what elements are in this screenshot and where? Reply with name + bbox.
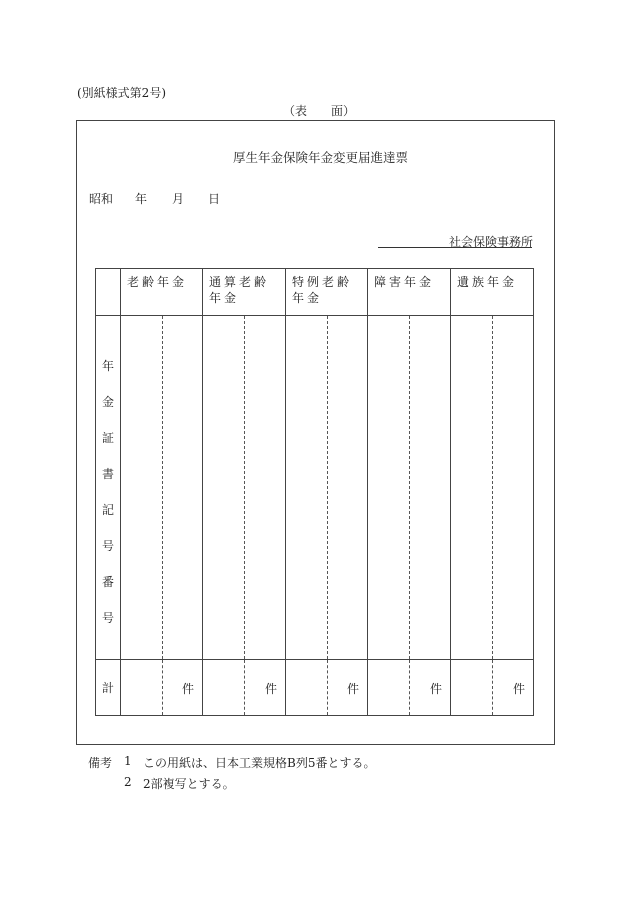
- header-cell: 老齢年金: [121, 269, 203, 316]
- total-cell[interactable]: [121, 660, 203, 716]
- table-header-row: [96, 269, 534, 316]
- date-era: 昭和: [89, 192, 114, 206]
- header-cell: 障害年金: [368, 269, 451, 316]
- dashed-divider: [409, 316, 410, 659]
- notes-heading: 備考: [88, 756, 113, 770]
- date-day: 日: [208, 192, 221, 206]
- note-text: 2部複写とする。: [143, 777, 235, 791]
- dashed-divider: [162, 316, 163, 659]
- unit-label: 件: [181, 682, 194, 696]
- unit-label: 件: [512, 682, 525, 696]
- form-title: 厚生年金保険年金変更届進達票: [233, 150, 409, 165]
- label-char: 年: [101, 359, 114, 373]
- dashed-divider: [327, 660, 328, 715]
- note-text: この用紙は、日本工業規格B列5番とする。: [143, 756, 376, 770]
- certificate-number-row: [96, 316, 534, 660]
- dashed-divider: [409, 660, 410, 715]
- form-number: (別紙様式第2号): [77, 86, 166, 100]
- label-char: 号: [101, 539, 114, 553]
- label-char: 番: [101, 575, 114, 589]
- pension-table: [95, 268, 534, 716]
- unit-label: 件: [264, 682, 277, 696]
- date-year: 年: [135, 192, 148, 206]
- header-empty: [96, 269, 121, 316]
- total-cell[interactable]: [451, 660, 534, 716]
- label-char: 証: [101, 431, 114, 445]
- total-label: 計: [96, 660, 121, 716]
- total-cell[interactable]: [368, 660, 451, 716]
- entry-cell[interactable]: [286, 316, 368, 660]
- side-label: （表 面）: [283, 104, 356, 118]
- label-char: 金: [101, 395, 114, 409]
- dashed-divider: [162, 660, 163, 715]
- label-char: 号: [101, 611, 114, 625]
- office-label: 社会保険事務所: [449, 235, 534, 249]
- note-number: 2: [124, 775, 132, 789]
- dashed-divider: [492, 660, 493, 715]
- entry-cell[interactable]: [203, 316, 286, 660]
- total-row: [96, 660, 534, 716]
- dashed-divider: [244, 316, 245, 659]
- note-number: 1: [124, 754, 132, 768]
- label-char: 記: [101, 503, 114, 517]
- label-char: 書: [101, 467, 114, 481]
- entry-cell[interactable]: [368, 316, 451, 660]
- entry-cell[interactable]: [121, 316, 203, 660]
- header-cell: 遺族年金: [451, 269, 534, 316]
- unit-label: 件: [429, 682, 442, 696]
- dashed-divider: [492, 316, 493, 659]
- total-cell[interactable]: [203, 660, 286, 716]
- header-cell: 特例老齢年金: [286, 269, 368, 316]
- header-cell: 通算老齢年金: [203, 269, 286, 316]
- unit-label: 件: [346, 682, 359, 696]
- dashed-divider: [327, 316, 328, 659]
- total-cell[interactable]: [286, 660, 368, 716]
- dashed-divider: [244, 660, 245, 715]
- date-month: 月: [172, 192, 185, 206]
- entry-cell[interactable]: [451, 316, 534, 660]
- row-label: [96, 316, 121, 660]
